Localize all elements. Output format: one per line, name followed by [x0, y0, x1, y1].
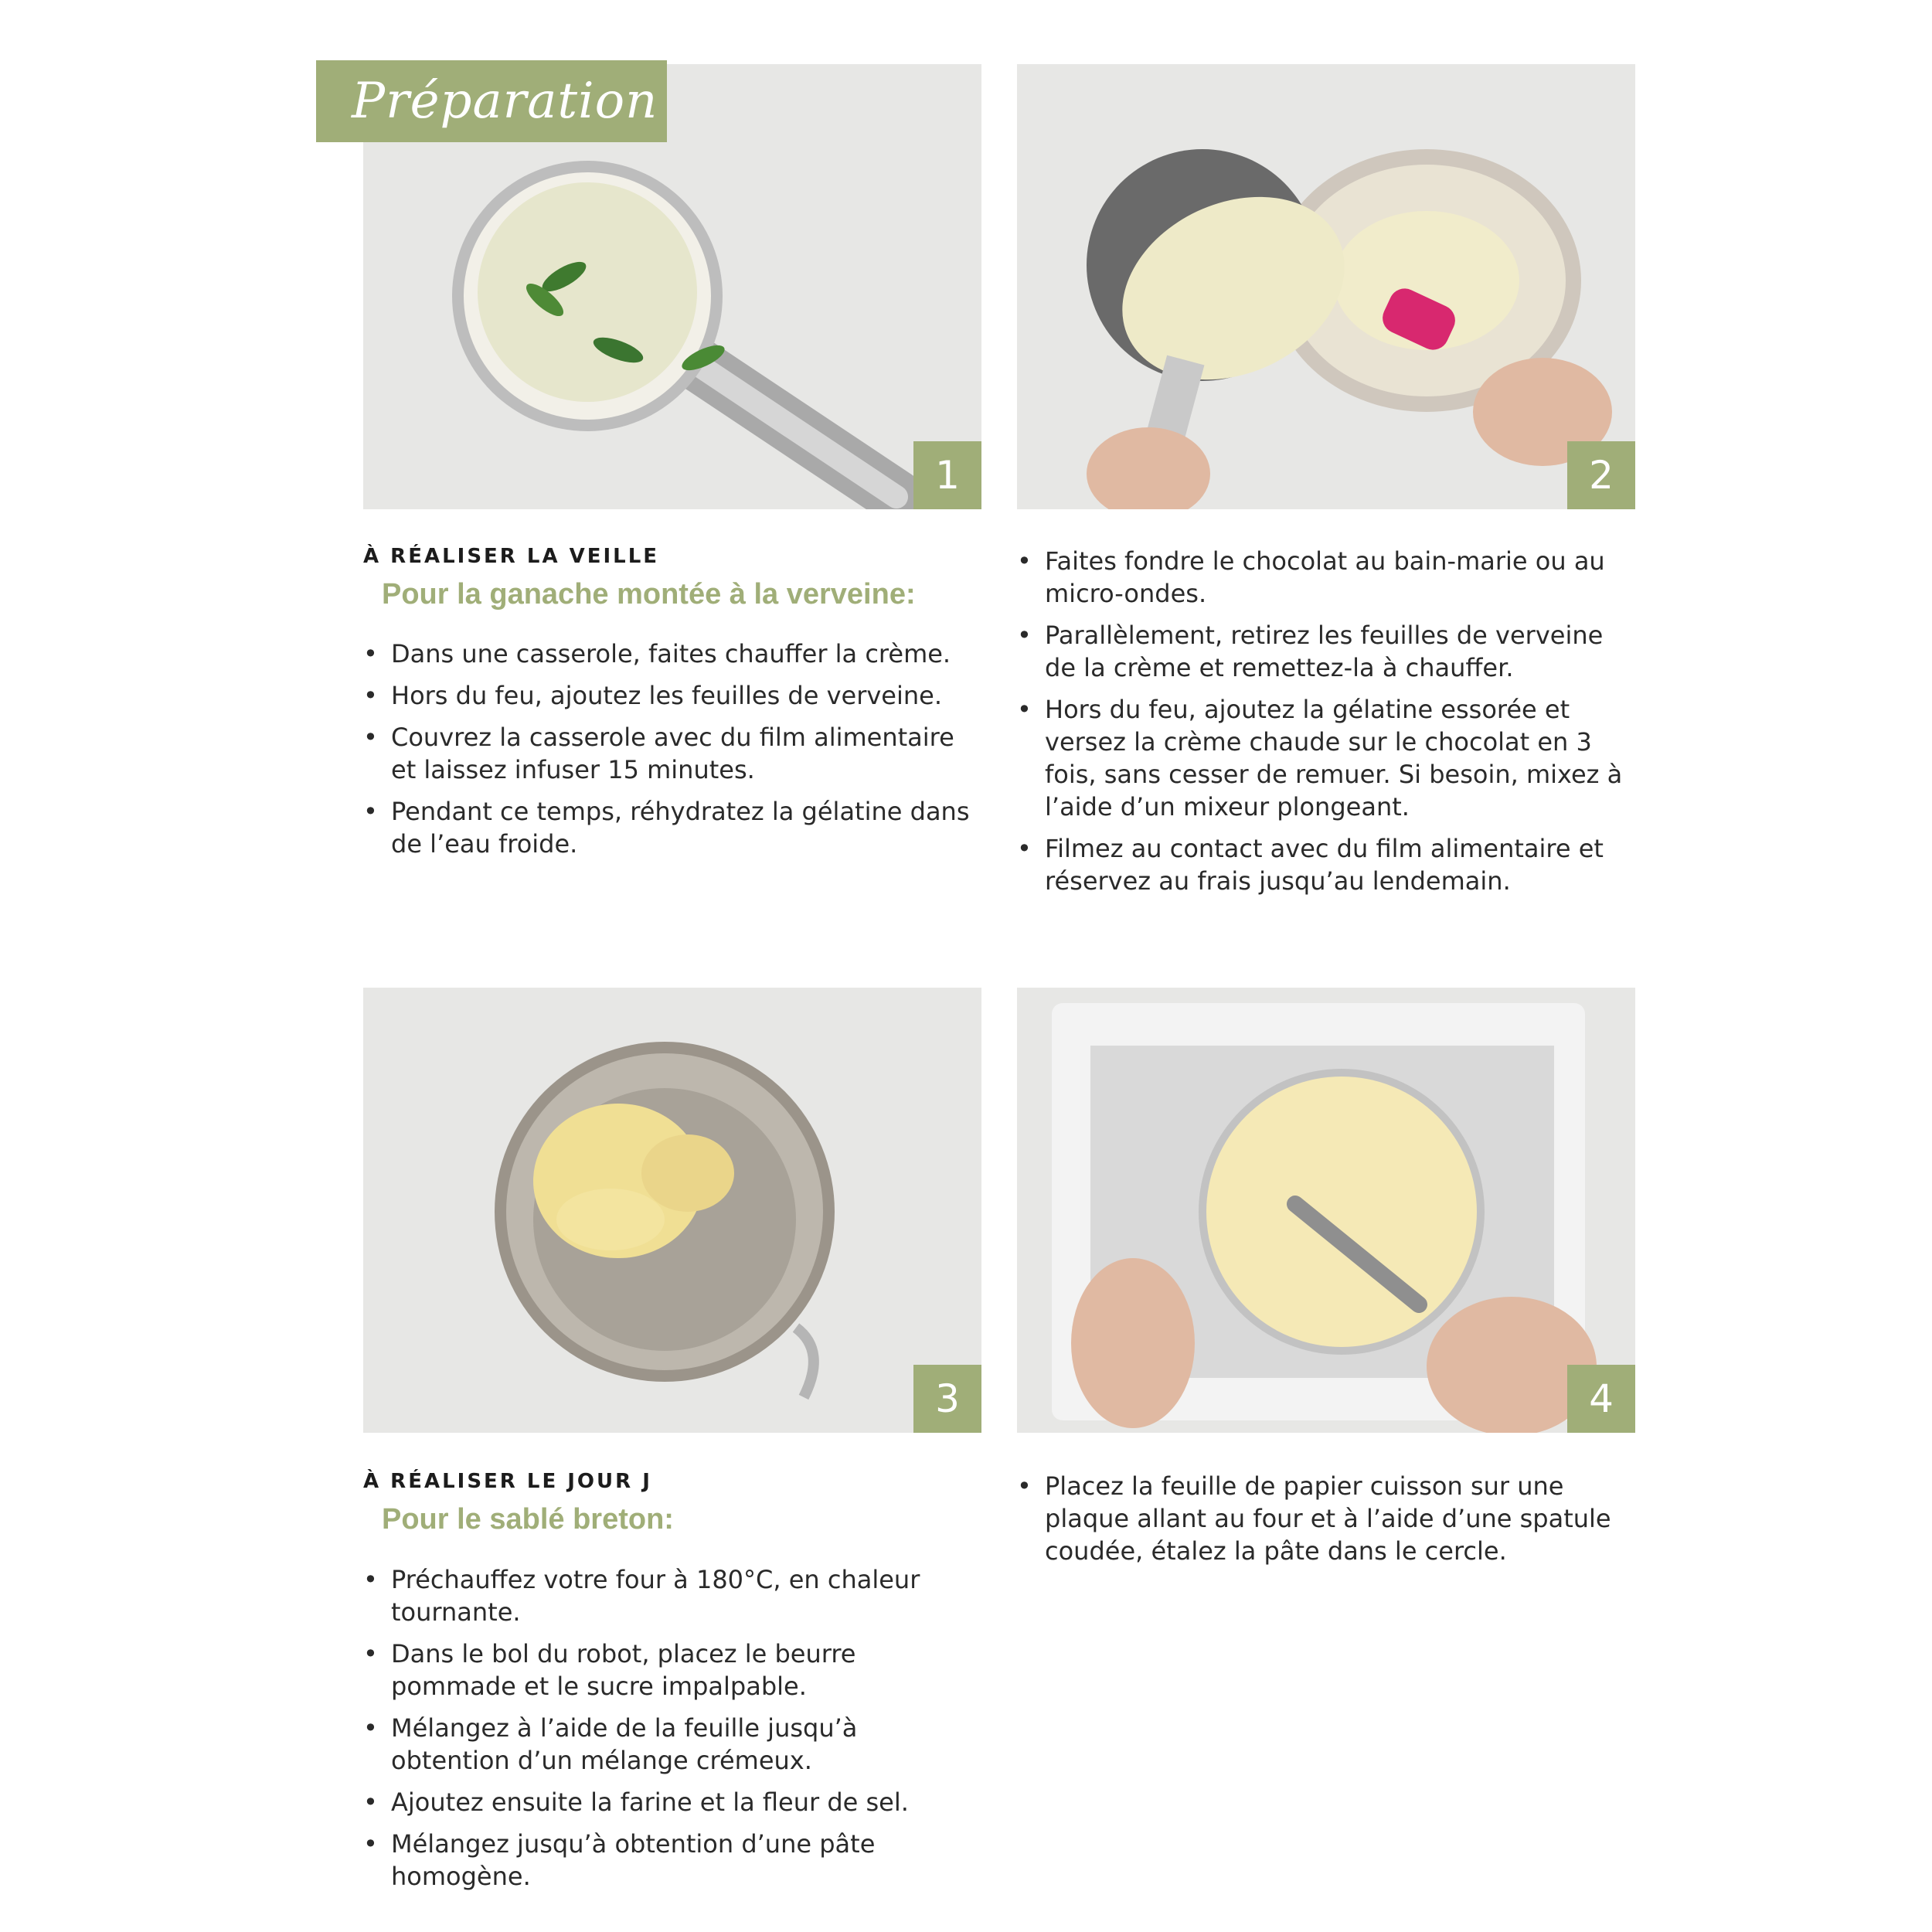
step-1-badge: 1 — [913, 441, 981, 509]
list-item: • Dans une casserole, faites chauffer la crème. — [363, 638, 981, 670]
step-2-photo — [1017, 64, 1635, 509]
step-4-badge: 4 — [1567, 1365, 1635, 1433]
step-2-badge: 2 — [1567, 441, 1635, 509]
mixer-bowl-illustration — [363, 988, 981, 1433]
list-item: • Dans le bol du robot, placez le beurre pommade et le sucre impalpable. — [363, 1638, 981, 1702]
list-item: • Couvrez la casserole avec du film alimentaire et laissez infuser 15 minutes. — [363, 721, 981, 786]
veille-right-steps-list — [1017, 545, 1635, 906]
eyebrow-veille: À RÉALISER LA VEILLE — [363, 545, 660, 568]
step-3-badge: 3 — [913, 1365, 981, 1433]
list-item: • Mélangez à l’aide de la feuille jusqu’à obtention d’un mélange crémeux. — [363, 1712, 981, 1777]
banner-title: Préparation — [352, 73, 658, 130]
preparation-banner — [316, 60, 667, 142]
jour-steps-list — [363, 1563, 981, 1902]
list-item: • Hors du feu, ajoutez les feuilles de verveine. — [363, 679, 981, 712]
list-item: • Filmez au contact avec du film alimentaire et réservez au frais jusqu’au lendemain. — [1017, 832, 1635, 897]
jour-right-steps-list — [1017, 1470, 1635, 1577]
step-3-photo — [363, 988, 981, 1433]
subhead-ganache: Pour la ganache montée à la verveine: — [382, 578, 916, 611]
list-item: • Mélangez jusqu’à obtention d’une pâte homogène. — [363, 1828, 981, 1893]
list-item: • Ajoutez ensuite la farine et la fleur de sel. — [363, 1786, 981, 1818]
list-item: • Parallèlement, retirez les feuilles de verveine de la crème et remettez-la à chauffer. — [1017, 619, 1635, 684]
baking-tray-illustration — [1017, 988, 1635, 1433]
list-item: • Pendant ce temps, réhydratez la gélatine dans de l’eau froide. — [363, 795, 981, 860]
list-item: • Hors du feu, ajoutez la gélatine essorée et versez la crème chaude sur le chocolat en 3 fois, sans cesser de remuer. Si besoin, mixez à l’aide d’un mixeur plongeant. — [1017, 693, 1635, 823]
veille-steps-list — [363, 638, 981, 869]
list-item: • Faites fondre le chocolat au bain-marie ou au micro-ondes. — [1017, 545, 1635, 610]
eyebrow-jour: À RÉALISER LE JOUR J — [363, 1470, 652, 1493]
pouring-illustration — [1017, 64, 1635, 509]
list-item: • Préchauffez votre four à 180°C, en chaleur tournante. — [363, 1563, 981, 1628]
subhead-sable: Pour le sablé breton: — [382, 1503, 674, 1536]
step-4-photo — [1017, 988, 1635, 1433]
list-item: • Placez la feuille de papier cuisson sur une plaque allant au four et à l’aide d’une spatule coudée, étalez la pâte dans le cercle. — [1017, 1470, 1635, 1567]
